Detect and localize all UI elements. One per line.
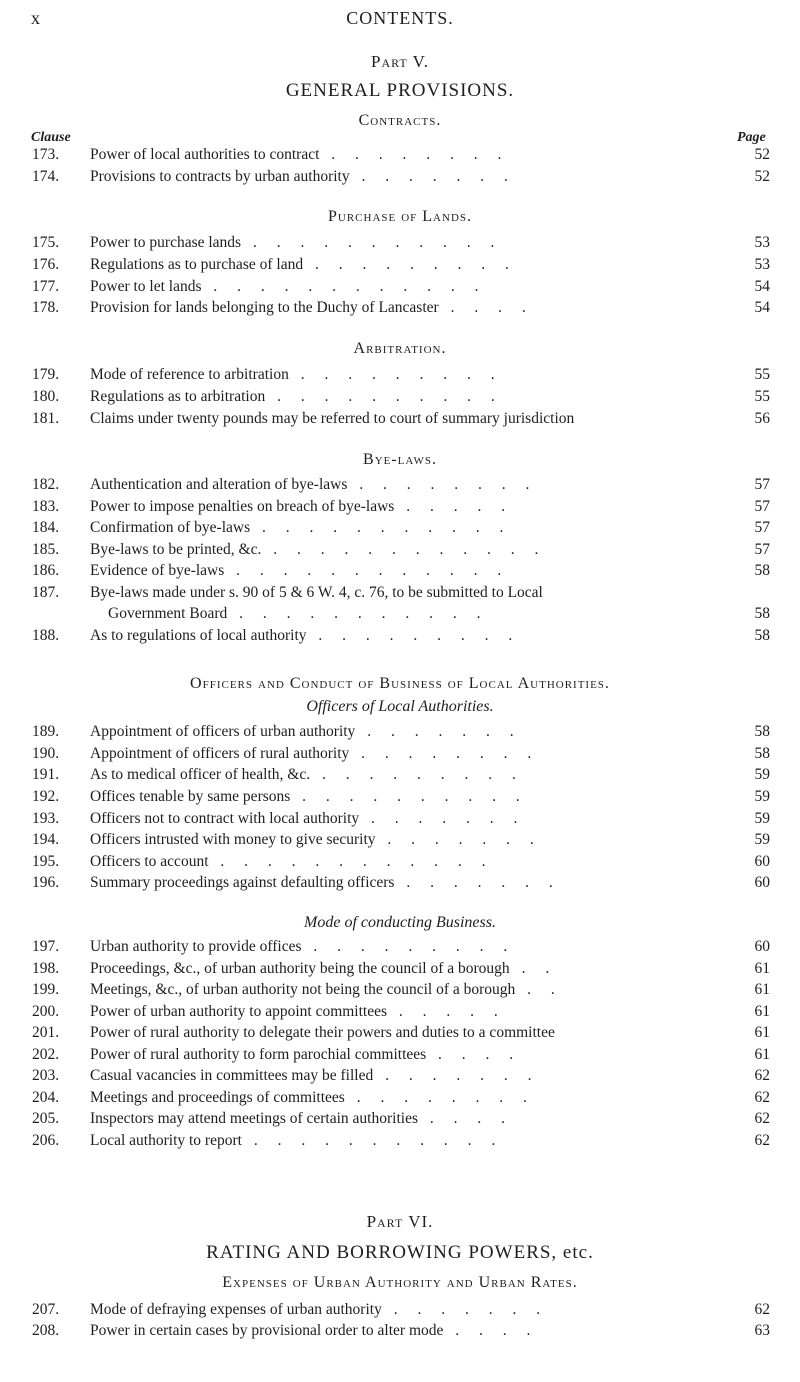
toc-entry: [0, 256, 800, 276]
entry-title: Confirmation of bye-laws . . . . . . . . . . .: [90, 519, 512, 536]
toc-entry: [0, 234, 800, 254]
page-ref: 52: [754, 168, 770, 185]
toc-entry: [0, 168, 800, 188]
toc-entry: [0, 960, 800, 980]
page-ref: 59: [754, 788, 770, 805]
clause-number: 208.: [32, 1322, 60, 1339]
clause-number: 184.: [32, 519, 60, 536]
page-ref: 62: [754, 1110, 770, 1127]
clause-number: 201.: [32, 1024, 60, 1041]
entry-title: Urban authority to provide offices . . . . . . . . .: [90, 938, 516, 955]
toc-entry: [0, 1301, 800, 1321]
page-ref: 59: [754, 831, 770, 848]
section-heading: Bye-laws.: [363, 451, 437, 468]
page-ref: 57: [754, 498, 770, 515]
clause-number: 197.: [32, 938, 60, 955]
page-column-header: Page: [737, 130, 766, 145]
toc-entry: [0, 745, 800, 765]
page-ref: 59: [754, 766, 770, 783]
entry-title: Power to purchase lands . . . . . . . . . . .: [90, 234, 503, 251]
toc-entry: [0, 1024, 800, 1044]
entry-title: Power of rural authority to form parochial committees . . . .: [90, 1046, 522, 1063]
page-ref: 61: [754, 981, 770, 998]
entry-title: Inspectors may attend meetings of certain authorities . . . .: [90, 1110, 513, 1127]
page-ref: 57: [754, 519, 770, 536]
entry-title: Officers intrusted with money to give security . . . . . . .: [90, 831, 542, 848]
entry-title: Appointment of officers of rural authority . . . . . . . .: [90, 745, 540, 762]
page-number: x: [31, 8, 41, 28]
entry-title: Appointment of officers of urban authority . . . . . . .: [90, 723, 522, 740]
entry-title: Claims under twenty pounds may be referred to court of summary jurisdiction: [90, 410, 575, 427]
toc-entry: [0, 498, 800, 518]
clause-number: 191.: [32, 766, 60, 783]
clause-number: 199.: [32, 981, 60, 998]
clause-number: 205.: [32, 1110, 60, 1127]
section-heading: Contracts.: [358, 112, 442, 129]
entry-title: Evidence of bye-laws . . . . . . . . . . . .: [90, 562, 510, 579]
toc-entry: [0, 938, 800, 958]
clause-number: 195.: [32, 853, 60, 870]
part-v-label: Part V.: [370, 52, 429, 71]
entry-title: Casual vacancies in committees may be filled . . . . . . .: [90, 1067, 540, 1084]
toc-entry-continuation: [0, 605, 800, 625]
clause-number: 175.: [32, 234, 60, 251]
section-heading: Arbitration.: [353, 340, 447, 357]
toc-entry: [0, 1110, 800, 1130]
toc-entry: [0, 366, 800, 386]
section-heading: Purchase of Lands.: [327, 208, 473, 225]
toc-entry: [0, 562, 800, 582]
entry-title: Provision for lands belonging to the Duchy of Lancaster . . . .: [90, 299, 534, 316]
entry-title: Power of local authorities to contract . . . . . . . .: [90, 146, 510, 163]
clause-number: 186.: [32, 562, 60, 579]
page-ref: 61: [754, 1024, 770, 1041]
page-ref: 54: [754, 299, 770, 316]
page-ref: 60: [754, 853, 770, 870]
page-ref: 53: [754, 234, 770, 251]
toc-entry: [0, 1067, 800, 1087]
entry-title: Power in certain cases by provisional order to alter mode . . . .: [90, 1322, 539, 1339]
page-ref: 61: [754, 1003, 770, 1020]
clause-number: 179.: [32, 366, 60, 383]
clause-number: 189.: [32, 723, 60, 740]
clause-number: 196.: [32, 874, 60, 891]
page-ref: 55: [754, 388, 770, 405]
clause-number: 174.: [32, 168, 60, 185]
toc-entry: [0, 627, 800, 647]
toc-entry: [0, 1132, 800, 1152]
toc-entry: [0, 1046, 800, 1066]
clause-number: 180.: [32, 388, 60, 405]
page-ref: 59: [754, 810, 770, 827]
toc-entry: [0, 874, 800, 894]
page-ref: 61: [754, 1046, 770, 1063]
clause-number: 194.: [32, 831, 60, 848]
toc-entry: [0, 278, 800, 298]
page-ref: 62: [754, 1067, 770, 1084]
page-ref: 61: [754, 960, 770, 977]
entry-title: Mode of defraying expenses of urban authority . . . . . . .: [90, 1301, 549, 1318]
toc-entry: [0, 1322, 800, 1342]
section-heading: Officers and Conduct of Business of Local Authorities.: [190, 675, 610, 692]
page-ref: 56: [754, 410, 770, 427]
page-ref: 58: [754, 723, 770, 740]
clause-number: 204.: [32, 1089, 60, 1106]
page-ref: 54: [754, 278, 770, 295]
entry-title: Meetings, &c., of urban authority not being the council of a borough . .: [90, 981, 563, 998]
toc-entry: [0, 981, 800, 1001]
page-ref: 62: [754, 1089, 770, 1106]
clause-number: 181.: [32, 410, 60, 427]
page-ref: 52: [754, 146, 770, 163]
clause-number: 203.: [32, 1067, 60, 1084]
entry-title: Officers not to contract with local authority . . . . . . .: [90, 810, 526, 827]
subsection-heading: Officers of Local Authorities.: [306, 698, 494, 715]
entry-title: Bye-laws to be printed, &c. . . . . . . . . . . . .: [90, 541, 547, 558]
entry-title: Summary proceedings against defaulting officers . . . . . . .: [90, 874, 561, 891]
toc-entry: [0, 831, 800, 851]
entry-title: Authentication and alteration of bye-laws . . . . . . . .: [90, 476, 538, 493]
clause-number: 187.: [32, 584, 60, 601]
page-ref: 58: [754, 605, 770, 622]
entry-title: As to medical officer of health, &c. . . . . . . . . .: [90, 766, 524, 783]
entry-title-continuation: Government Board . . . . . . . . . . .: [108, 605, 489, 622]
page-ref: 58: [754, 745, 770, 762]
page-ref: 55: [754, 366, 770, 383]
page-ref: 62: [754, 1132, 770, 1149]
entry-title: Power to let lands . . . . . . . . . . . .: [90, 278, 487, 295]
page-ref: 53: [754, 256, 770, 273]
toc-entry: [0, 788, 800, 808]
entry-title: Power to impose penalties on breach of bye-laws . . . . .: [90, 498, 514, 515]
toc-entry: [0, 476, 800, 496]
clause-number: 182.: [32, 476, 60, 493]
clause-number: 188.: [32, 627, 60, 644]
page-ref: 60: [754, 938, 770, 955]
entry-title: Proceedings, &c., of urban authority being the council of a borough . .: [90, 960, 558, 977]
toc-entry: [0, 1089, 800, 1109]
toc-entry: [0, 810, 800, 830]
toc-entry: [0, 584, 800, 604]
toc-entry: [0, 766, 800, 786]
page-ref: 62: [754, 1301, 770, 1318]
part-v-title: GENERAL PROVISIONS.: [285, 80, 515, 101]
part-vi-title: RATING AND BORROWING POWERS, etc.: [206, 1242, 594, 1263]
clause-number: 200.: [32, 1003, 60, 1020]
clause-number: 173.: [32, 146, 60, 163]
clause-number: 192.: [32, 788, 60, 805]
toc-entry: [0, 146, 800, 166]
toc-entry: [0, 723, 800, 743]
page-ref: 63: [754, 1322, 770, 1339]
page-ref: 58: [754, 627, 770, 644]
part-vi-label: Part VI.: [366, 1212, 434, 1231]
entry-title: Local authority to report . . . . . . . . . . .: [90, 1132, 504, 1149]
clause-number: 176.: [32, 256, 60, 273]
clause-number: 206.: [32, 1132, 60, 1149]
clause-number: 193.: [32, 810, 60, 827]
clause-number: 190.: [32, 745, 60, 762]
entry-title: As to regulations of local authority . . . . . . . . .: [90, 627, 521, 644]
clause-number: 183.: [32, 498, 60, 515]
subsection-heading: Mode of conducting Business.: [304, 914, 496, 931]
page-ref: 58: [754, 562, 770, 579]
entry-title: Power of rural authority to delegate their powers and duties to a committee: [90, 1024, 555, 1041]
entry-title: Offices tenable by same persons . . . . . . . . . .: [90, 788, 528, 805]
clause-number: 198.: [32, 960, 60, 977]
entry-title: Mode of reference to arbitration . . . . . . . . .: [90, 366, 503, 383]
clause-number: 207.: [32, 1301, 60, 1318]
clause-number: 178.: [32, 299, 60, 316]
clause-number: 202.: [32, 1046, 60, 1063]
toc-entry: [0, 541, 800, 561]
page-ref: 57: [754, 476, 770, 493]
entry-title: Provisions to contracts by urban authority . . . . . . .: [90, 168, 516, 185]
clause-column-header: Clause: [31, 130, 71, 145]
page-ref: 57: [754, 541, 770, 558]
entry-title: Regulations as to arbitration . . . . . . . . . .: [90, 388, 503, 405]
toc-entry: [0, 410, 800, 430]
entry-title: Officers to account . . . . . . . . . . . .: [90, 853, 494, 870]
toc-entry: [0, 299, 800, 319]
toc-entry: [0, 388, 800, 408]
running-head: [0, 8, 800, 32]
entry-title: Power of urban authority to appoint committees . . . . .: [90, 1003, 506, 1020]
clause-number: 185.: [32, 541, 60, 558]
toc-entry: [0, 519, 800, 539]
page-ref: 60: [754, 874, 770, 891]
toc-entry: [0, 853, 800, 873]
clause-number: 177.: [32, 278, 60, 295]
running-title: CONTENTS.: [346, 8, 454, 28]
entry-title: Regulations as to purchase of land . . . . . . . . .: [90, 256, 517, 273]
entry-title: Meetings and proceedings of committees . . . . . . . .: [90, 1089, 535, 1106]
toc-entry: [0, 1003, 800, 1023]
section-heading: Expenses of Urban Authority and Urban Rates.: [222, 1274, 578, 1291]
entry-title: Bye-laws made under s. 90 of 5 & 6 W. 4, c. 76, to be submitted to Local: [90, 584, 543, 601]
